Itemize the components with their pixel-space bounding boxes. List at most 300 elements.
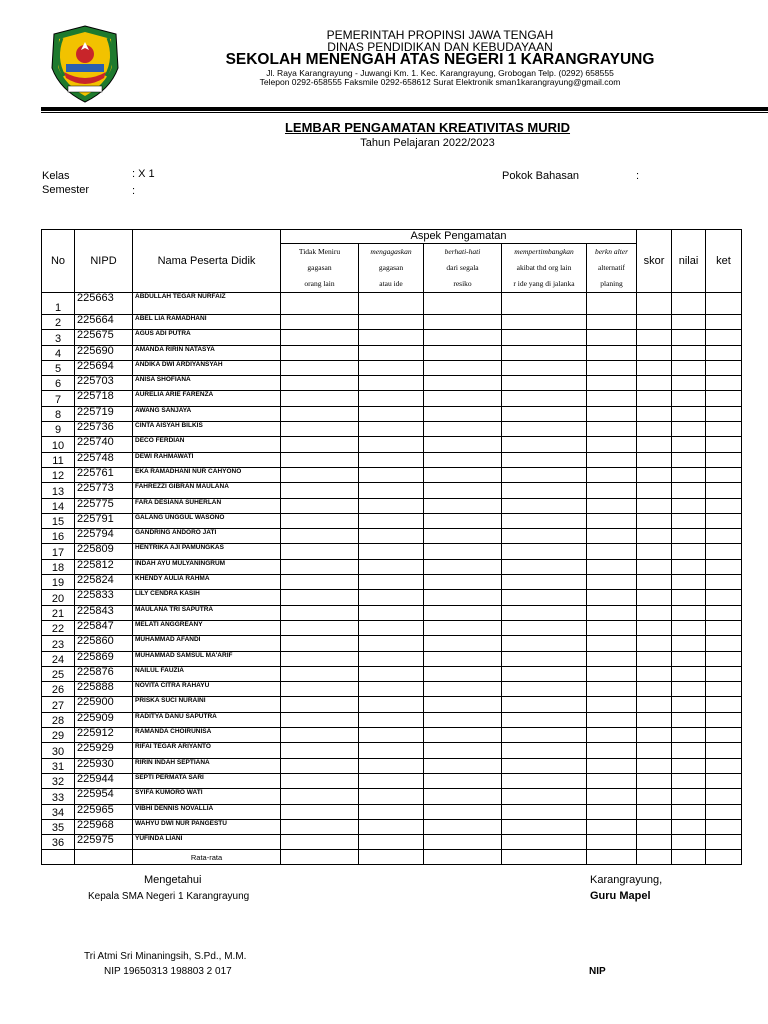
- aspect-3-score-cell[interactable]: [424, 712, 502, 727]
- ket-cell[interactable]: [706, 437, 742, 452]
- aspect-4-score-cell[interactable]: [502, 483, 587, 498]
- aspect-5-score-cell[interactable]: [587, 330, 637, 345]
- aspect-1-score-cell[interactable]: [281, 330, 359, 345]
- aspect-1-score-cell[interactable]: [281, 590, 359, 605]
- aspect-3-score-cell[interactable]: [424, 743, 502, 758]
- aspect-4-score-cell[interactable]: [502, 712, 587, 727]
- aspect-2-score-cell[interactable]: [359, 835, 424, 850]
- ket-cell[interactable]: [706, 559, 742, 574]
- average-cell[interactable]: [672, 850, 706, 865]
- aspect-1-score-cell[interactable]: [281, 819, 359, 834]
- skor-cell[interactable]: [637, 575, 672, 590]
- skor-cell[interactable]: [637, 590, 672, 605]
- aspect-5-score-cell[interactable]: [587, 804, 637, 819]
- aspect-5-score-cell[interactable]: [587, 620, 637, 635]
- aspect-1-score-cell[interactable]: [281, 467, 359, 482]
- aspect-2-score-cell[interactable]: [359, 529, 424, 544]
- ket-cell[interactable]: [706, 452, 742, 467]
- aspect-3-score-cell[interactable]: [424, 636, 502, 651]
- aspect-5-score-cell[interactable]: [587, 575, 637, 590]
- aspect-3-score-cell[interactable]: [424, 819, 502, 834]
- skor-cell[interactable]: [637, 513, 672, 528]
- nilai-cell[interactable]: [672, 559, 706, 574]
- aspect-1-score-cell[interactable]: [281, 666, 359, 681]
- skor-cell[interactable]: [637, 376, 672, 391]
- aspect-1-score-cell[interactable]: [281, 345, 359, 360]
- ket-cell[interactable]: [706, 620, 742, 635]
- skor-cell[interactable]: [637, 330, 672, 345]
- aspect-4-score-cell[interactable]: [502, 467, 587, 482]
- skor-cell[interactable]: [637, 544, 672, 559]
- aspect-2-score-cell[interactable]: [359, 758, 424, 773]
- average-cell[interactable]: [424, 850, 502, 865]
- aspect-4-score-cell[interactable]: [502, 605, 587, 620]
- aspect-1-score-cell[interactable]: [281, 712, 359, 727]
- aspect-2-score-cell[interactable]: [359, 293, 424, 315]
- aspect-5-score-cell[interactable]: [587, 513, 637, 528]
- ket-cell[interactable]: [706, 422, 742, 437]
- ket-cell[interactable]: [706, 467, 742, 482]
- student-nipd: 225809: [75, 544, 133, 559]
- average-cell[interactable]: [502, 850, 587, 865]
- nilai-cell[interactable]: [672, 376, 706, 391]
- aspect-5-score-cell[interactable]: [587, 437, 637, 452]
- skor-cell[interactable]: [637, 835, 672, 850]
- ket-cell[interactable]: [706, 835, 742, 850]
- aspect-5-score-cell[interactable]: [587, 559, 637, 574]
- aspect-3-score-cell[interactable]: [424, 391, 502, 406]
- aspect-4-score-cell[interactable]: [502, 360, 587, 375]
- aspect-2-score-cell[interactable]: [359, 467, 424, 482]
- nilai-cell[interactable]: [672, 513, 706, 528]
- ket-cell[interactable]: [706, 636, 742, 651]
- aspect-5-score-cell[interactable]: [587, 406, 637, 421]
- aspect-5-score-cell[interactable]: [587, 758, 637, 773]
- aspect-1-score-cell[interactable]: [281, 483, 359, 498]
- aspect-3-score-cell[interactable]: [424, 835, 502, 850]
- nilai-cell[interactable]: [672, 620, 706, 635]
- aspect-2-score-cell[interactable]: [359, 666, 424, 681]
- ket-cell[interactable]: [706, 483, 742, 498]
- aspect-3-score-cell[interactable]: [424, 559, 502, 574]
- aspect-3-score-cell[interactable]: [424, 483, 502, 498]
- aspect-5-score-cell[interactable]: [587, 819, 637, 834]
- skor-cell[interactable]: [637, 697, 672, 712]
- skor-cell[interactable]: [637, 559, 672, 574]
- aspect-3-score-cell[interactable]: [424, 575, 502, 590]
- aspect-2-score-cell[interactable]: [359, 406, 424, 421]
- nilai-cell[interactable]: [672, 529, 706, 544]
- aspect-4-score-cell[interactable]: [502, 391, 587, 406]
- nilai-cell[interactable]: [672, 360, 706, 375]
- nilai-cell[interactable]: [672, 682, 706, 697]
- average-cell[interactable]: [587, 850, 637, 865]
- aspect-2-score-cell[interactable]: [359, 605, 424, 620]
- aspect-3-score-cell[interactable]: [424, 422, 502, 437]
- nilai-cell[interactable]: [672, 819, 706, 834]
- aspect-5-score-cell[interactable]: [587, 743, 637, 758]
- aspect-3-score-cell[interactable]: [424, 315, 502, 330]
- nilai-cell[interactable]: [672, 315, 706, 330]
- aspect-3-score-cell[interactable]: [424, 789, 502, 804]
- nilai-cell[interactable]: [672, 422, 706, 437]
- aspect-3-score-cell[interactable]: [424, 666, 502, 681]
- ket-cell[interactable]: [706, 712, 742, 727]
- aspect-3-score-cell[interactable]: [424, 773, 502, 788]
- nilai-cell[interactable]: [672, 452, 706, 467]
- aspect-4-score-cell[interactable]: [502, 345, 587, 360]
- average-cell[interactable]: [706, 850, 742, 865]
- nilai-cell[interactable]: [672, 605, 706, 620]
- ket-cell[interactable]: [706, 651, 742, 666]
- aspect-2-score-cell[interactable]: [359, 376, 424, 391]
- skor-cell[interactable]: [637, 758, 672, 773]
- aspect-4-score-cell[interactable]: [502, 529, 587, 544]
- aspect-1-score-cell[interactable]: [281, 758, 359, 773]
- aspect-4-score-cell[interactable]: [502, 513, 587, 528]
- aspect-1-score-cell[interactable]: [281, 529, 359, 544]
- aspect-1-score-cell[interactable]: [281, 422, 359, 437]
- aspect-1-score-cell[interactable]: [281, 315, 359, 330]
- nilai-cell[interactable]: [672, 498, 706, 513]
- aspect-1-score-cell[interactable]: [281, 559, 359, 574]
- ket-cell[interactable]: [706, 789, 742, 804]
- nilai-cell[interactable]: [672, 590, 706, 605]
- aspect-4-score-cell[interactable]: [502, 376, 587, 391]
- skor-cell[interactable]: [637, 651, 672, 666]
- skor-cell[interactable]: [637, 391, 672, 406]
- aspect-2-score-cell[interactable]: [359, 559, 424, 574]
- skor-cell[interactable]: [637, 345, 672, 360]
- ket-cell[interactable]: [706, 590, 742, 605]
- aspect-1-score-cell[interactable]: [281, 682, 359, 697]
- aspect-5-score-cell[interactable]: [587, 590, 637, 605]
- aspect-1-score-cell[interactable]: [281, 391, 359, 406]
- aspect-3-score-cell[interactable]: [424, 651, 502, 666]
- average-cell[interactable]: [281, 850, 359, 865]
- aspect-5-score-cell[interactable]: [587, 360, 637, 375]
- row-number: 18: [42, 559, 75, 574]
- aspect-5-score-cell[interactable]: [587, 728, 637, 743]
- nilai-cell[interactable]: [672, 728, 706, 743]
- aspect-2-score-cell[interactable]: [359, 620, 424, 635]
- ket-cell[interactable]: [706, 544, 742, 559]
- nilai-cell[interactable]: [672, 483, 706, 498]
- aspect-4-score-cell[interactable]: [502, 773, 587, 788]
- nilai-cell[interactable]: [672, 544, 706, 559]
- skor-cell[interactable]: [637, 293, 672, 315]
- aspect-4-score-cell[interactable]: [502, 682, 587, 697]
- aspect-4-score-cell[interactable]: [502, 728, 587, 743]
- aspect-5-score-cell[interactable]: [587, 666, 637, 681]
- aspect-4-score-cell[interactable]: [502, 498, 587, 513]
- aspect-4-score-cell[interactable]: [502, 636, 587, 651]
- skor-cell[interactable]: [637, 636, 672, 651]
- skor-cell[interactable]: [637, 773, 672, 788]
- ket-cell[interactable]: [706, 315, 742, 330]
- aspect-3-score-cell[interactable]: [424, 452, 502, 467]
- aspect-2-score-cell[interactable]: [359, 590, 424, 605]
- aspect-3-score-cell[interactable]: [424, 513, 502, 528]
- ket-cell[interactable]: [706, 819, 742, 834]
- aspect-4-score-cell[interactable]: [502, 330, 587, 345]
- aspect-2-score-cell[interactable]: [359, 773, 424, 788]
- aspect-1-score-cell[interactable]: [281, 636, 359, 651]
- aspect-2-score-cell[interactable]: [359, 682, 424, 697]
- aspect-1-score-cell[interactable]: [281, 743, 359, 758]
- skor-cell[interactable]: [637, 437, 672, 452]
- nilai-cell[interactable]: [672, 391, 706, 406]
- aspect-4-score-cell[interactable]: [502, 575, 587, 590]
- skor-cell[interactable]: [637, 728, 672, 743]
- ket-cell[interactable]: [706, 605, 742, 620]
- aspect-5-score-cell[interactable]: [587, 498, 637, 513]
- aspect-2-score-cell[interactable]: [359, 636, 424, 651]
- ket-cell[interactable]: [706, 758, 742, 773]
- aspect-5-score-cell[interactable]: [587, 773, 637, 788]
- aspect-3-score-cell[interactable]: [424, 345, 502, 360]
- skor-cell[interactable]: [637, 620, 672, 635]
- ket-cell[interactable]: [706, 391, 742, 406]
- skor-cell[interactable]: [637, 682, 672, 697]
- aspect-1-score-cell[interactable]: [281, 728, 359, 743]
- aspect-3-score-cell[interactable]: [424, 293, 502, 315]
- aspect-5-score-cell[interactable]: [587, 376, 637, 391]
- nilai-cell[interactable]: [672, 743, 706, 758]
- aspect-1-score-cell[interactable]: [281, 376, 359, 391]
- aspect-2-score-cell[interactable]: [359, 437, 424, 452]
- aspect-4-score-cell[interactable]: [502, 452, 587, 467]
- aspect-1-score-cell[interactable]: [281, 513, 359, 528]
- skor-cell[interactable]: [637, 819, 672, 834]
- aspect-2-score-cell[interactable]: [359, 422, 424, 437]
- nilai-cell[interactable]: [672, 804, 706, 819]
- aspect-2-score-cell[interactable]: [359, 391, 424, 406]
- aspect-4-score-cell[interactable]: [502, 315, 587, 330]
- aspect-3-score-cell[interactable]: [424, 376, 502, 391]
- aspect-3-score-cell[interactable]: [424, 728, 502, 743]
- skor-cell[interactable]: [637, 804, 672, 819]
- aspect-1-score-cell[interactable]: [281, 835, 359, 850]
- average-cell[interactable]: [637, 850, 672, 865]
- aspect-4-score-cell[interactable]: [502, 835, 587, 850]
- aspect-3-score-cell[interactable]: [424, 605, 502, 620]
- aspect-3-score-cell[interactable]: [424, 406, 502, 421]
- aspect-1-score-cell[interactable]: [281, 452, 359, 467]
- aspect-4-score-cell[interactable]: [502, 422, 587, 437]
- aspect-5-score-cell[interactable]: [587, 789, 637, 804]
- aspect-2-score-cell[interactable]: [359, 819, 424, 834]
- nilai-cell[interactable]: [672, 437, 706, 452]
- aspect-1-score-cell[interactable]: [281, 605, 359, 620]
- aspect-1-score-cell[interactable]: [281, 789, 359, 804]
- aspect-5-score-cell[interactable]: [587, 835, 637, 850]
- nilai-cell[interactable]: [672, 835, 706, 850]
- aspect-2-score-cell[interactable]: [359, 651, 424, 666]
- aspect-3-score-cell[interactable]: [424, 804, 502, 819]
- aspect-1-score-cell[interactable]: [281, 437, 359, 452]
- aspect-4-score-cell[interactable]: [502, 666, 587, 681]
- aspect-1-score-cell[interactable]: [281, 544, 359, 559]
- ket-cell[interactable]: [706, 682, 742, 697]
- ket-cell[interactable]: [706, 529, 742, 544]
- aspect-2-score-cell[interactable]: [359, 575, 424, 590]
- aspect-2-score-cell[interactable]: [359, 330, 424, 345]
- aspect-2-score-cell[interactable]: [359, 452, 424, 467]
- nilai-cell[interactable]: [672, 712, 706, 727]
- aspect-2-score-cell[interactable]: [359, 345, 424, 360]
- aspect-5-score-cell[interactable]: [587, 467, 637, 482]
- skor-cell[interactable]: [637, 498, 672, 513]
- aspect-3-score-cell[interactable]: [424, 498, 502, 513]
- ket-cell[interactable]: [706, 376, 742, 391]
- skor-cell[interactable]: [637, 529, 672, 544]
- aspect-5-score-cell[interactable]: [587, 293, 637, 315]
- skor-cell[interactable]: [637, 743, 672, 758]
- aspect-2-score-cell[interactable]: [359, 483, 424, 498]
- nilai-cell[interactable]: [672, 789, 706, 804]
- aspect-3-score-cell[interactable]: [424, 437, 502, 452]
- aspect-5-score-cell[interactable]: [587, 605, 637, 620]
- skor-cell[interactable]: [637, 789, 672, 804]
- aspect-1-score-cell[interactable]: [281, 575, 359, 590]
- ket-cell[interactable]: [706, 330, 742, 345]
- aspect-5-score-cell[interactable]: [587, 712, 637, 727]
- aspect-2-score-cell[interactable]: [359, 804, 424, 819]
- aspect-4-score-cell[interactable]: [502, 590, 587, 605]
- ket-cell[interactable]: [706, 728, 742, 743]
- aspect-1-score-cell[interactable]: [281, 773, 359, 788]
- aspect-2-score-cell[interactable]: [359, 728, 424, 743]
- ket-cell[interactable]: [706, 406, 742, 421]
- aspect-1-score-cell[interactable]: [281, 360, 359, 375]
- nilai-cell[interactable]: [672, 773, 706, 788]
- nilai-cell[interactable]: [672, 575, 706, 590]
- ket-cell[interactable]: [706, 360, 742, 375]
- skor-cell[interactable]: [637, 422, 672, 437]
- aspect-5-score-cell[interactable]: [587, 452, 637, 467]
- ket-cell[interactable]: [706, 345, 742, 360]
- nilai-cell[interactable]: [672, 697, 706, 712]
- skor-cell[interactable]: [637, 315, 672, 330]
- aspect-2-score-cell[interactable]: [359, 712, 424, 727]
- aspect-1-score-cell[interactable]: [281, 620, 359, 635]
- aspect-4-score-cell[interactable]: [502, 819, 587, 834]
- nilai-cell[interactable]: [672, 467, 706, 482]
- aspect-3-score-cell[interactable]: [424, 544, 502, 559]
- aspect-4-score-cell[interactable]: [502, 804, 587, 819]
- skor-cell[interactable]: [637, 360, 672, 375]
- nilai-cell[interactable]: [672, 636, 706, 651]
- skor-cell[interactable]: [637, 666, 672, 681]
- aspect-1-score-cell[interactable]: [281, 697, 359, 712]
- aspect-4-score-cell[interactable]: [502, 789, 587, 804]
- ket-cell[interactable]: [706, 804, 742, 819]
- aspect-3-score-cell[interactable]: [424, 682, 502, 697]
- aspect-3-score-cell[interactable]: [424, 697, 502, 712]
- aspect-5-score-cell[interactable]: [587, 345, 637, 360]
- aspect-2-score-cell[interactable]: [359, 544, 424, 559]
- ket-cell[interactable]: [706, 666, 742, 681]
- aspect-1-score-cell[interactable]: [281, 406, 359, 421]
- nilai-cell[interactable]: [672, 651, 706, 666]
- aspect-5-score-cell[interactable]: [587, 636, 637, 651]
- aspect-3-score-cell[interactable]: [424, 529, 502, 544]
- student-name: AMANDA RIRIN NATASYA: [133, 345, 281, 360]
- ket-cell[interactable]: [706, 293, 742, 315]
- aspect-5-score-cell[interactable]: [587, 315, 637, 330]
- aspect-1-score-cell[interactable]: [281, 804, 359, 819]
- aspect-3-score-cell[interactable]: [424, 590, 502, 605]
- aspect-4-score-cell[interactable]: [502, 293, 587, 315]
- aspect-4-score-cell[interactable]: [502, 620, 587, 635]
- aspect-3-score-cell[interactable]: [424, 620, 502, 635]
- aspect-4-score-cell[interactable]: [502, 406, 587, 421]
- skor-cell[interactable]: [637, 467, 672, 482]
- aspect-1-score-cell[interactable]: [281, 293, 359, 315]
- ket-cell[interactable]: [706, 498, 742, 513]
- aspect-5-score-cell[interactable]: [587, 544, 637, 559]
- nilai-cell[interactable]: [672, 330, 706, 345]
- aspect-4-score-cell[interactable]: [502, 651, 587, 666]
- skor-cell[interactable]: [637, 483, 672, 498]
- aspect-5-score-cell[interactable]: [587, 422, 637, 437]
- aspect-4-score-cell[interactable]: [502, 697, 587, 712]
- aspect-1-score-cell[interactable]: [281, 498, 359, 513]
- nilai-cell[interactable]: [672, 666, 706, 681]
- nilai-cell[interactable]: [672, 758, 706, 773]
- aspect-4-score-cell[interactable]: [502, 559, 587, 574]
- nilai-cell[interactable]: [672, 345, 706, 360]
- aspect-4-score-cell[interactable]: [502, 758, 587, 773]
- skor-cell[interactable]: [637, 452, 672, 467]
- ket-cell[interactable]: [706, 697, 742, 712]
- ket-cell[interactable]: [706, 773, 742, 788]
- aspect-5-score-cell[interactable]: [587, 651, 637, 666]
- skor-cell[interactable]: [637, 406, 672, 421]
- aspect-3-score-cell[interactable]: [424, 330, 502, 345]
- nilai-cell[interactable]: [672, 406, 706, 421]
- aspect-4-score-cell[interactable]: [502, 437, 587, 452]
- row-number: 20: [42, 590, 75, 605]
- aspect-2-score-cell[interactable]: [359, 513, 424, 528]
- aspect-5-score-cell[interactable]: [587, 682, 637, 697]
- ket-cell[interactable]: [706, 575, 742, 590]
- average-cell[interactable]: [359, 850, 424, 865]
- aspect-3-score-cell[interactable]: [424, 467, 502, 482]
- aspect-2-score-cell[interactable]: [359, 360, 424, 375]
- aspect-2-score-cell[interactable]: [359, 315, 424, 330]
- aspect-2-score-cell[interactable]: [359, 743, 424, 758]
- nilai-cell[interactable]: [672, 293, 706, 315]
- aspect-3-score-cell[interactable]: [424, 758, 502, 773]
- aspect-4-score-cell[interactable]: [502, 743, 587, 758]
- aspect-3-score-cell[interactable]: [424, 360, 502, 375]
- ket-cell[interactable]: [706, 513, 742, 528]
- aspect-2-score-cell[interactable]: [359, 789, 424, 804]
- ket-cell[interactable]: [706, 743, 742, 758]
- aspect-1-score-cell[interactable]: [281, 651, 359, 666]
- aspect-5-score-cell[interactable]: [587, 697, 637, 712]
- aspect-2-score-cell[interactable]: [359, 498, 424, 513]
- aspect-4-score-cell[interactable]: [502, 544, 587, 559]
- aspect-5-score-cell[interactable]: [587, 529, 637, 544]
- aspect-5-score-cell[interactable]: [587, 483, 637, 498]
- aspect-2-score-cell[interactable]: [359, 697, 424, 712]
- aspect-5-score-cell[interactable]: [587, 391, 637, 406]
- skor-cell[interactable]: [637, 712, 672, 727]
- skor-cell[interactable]: [637, 605, 672, 620]
